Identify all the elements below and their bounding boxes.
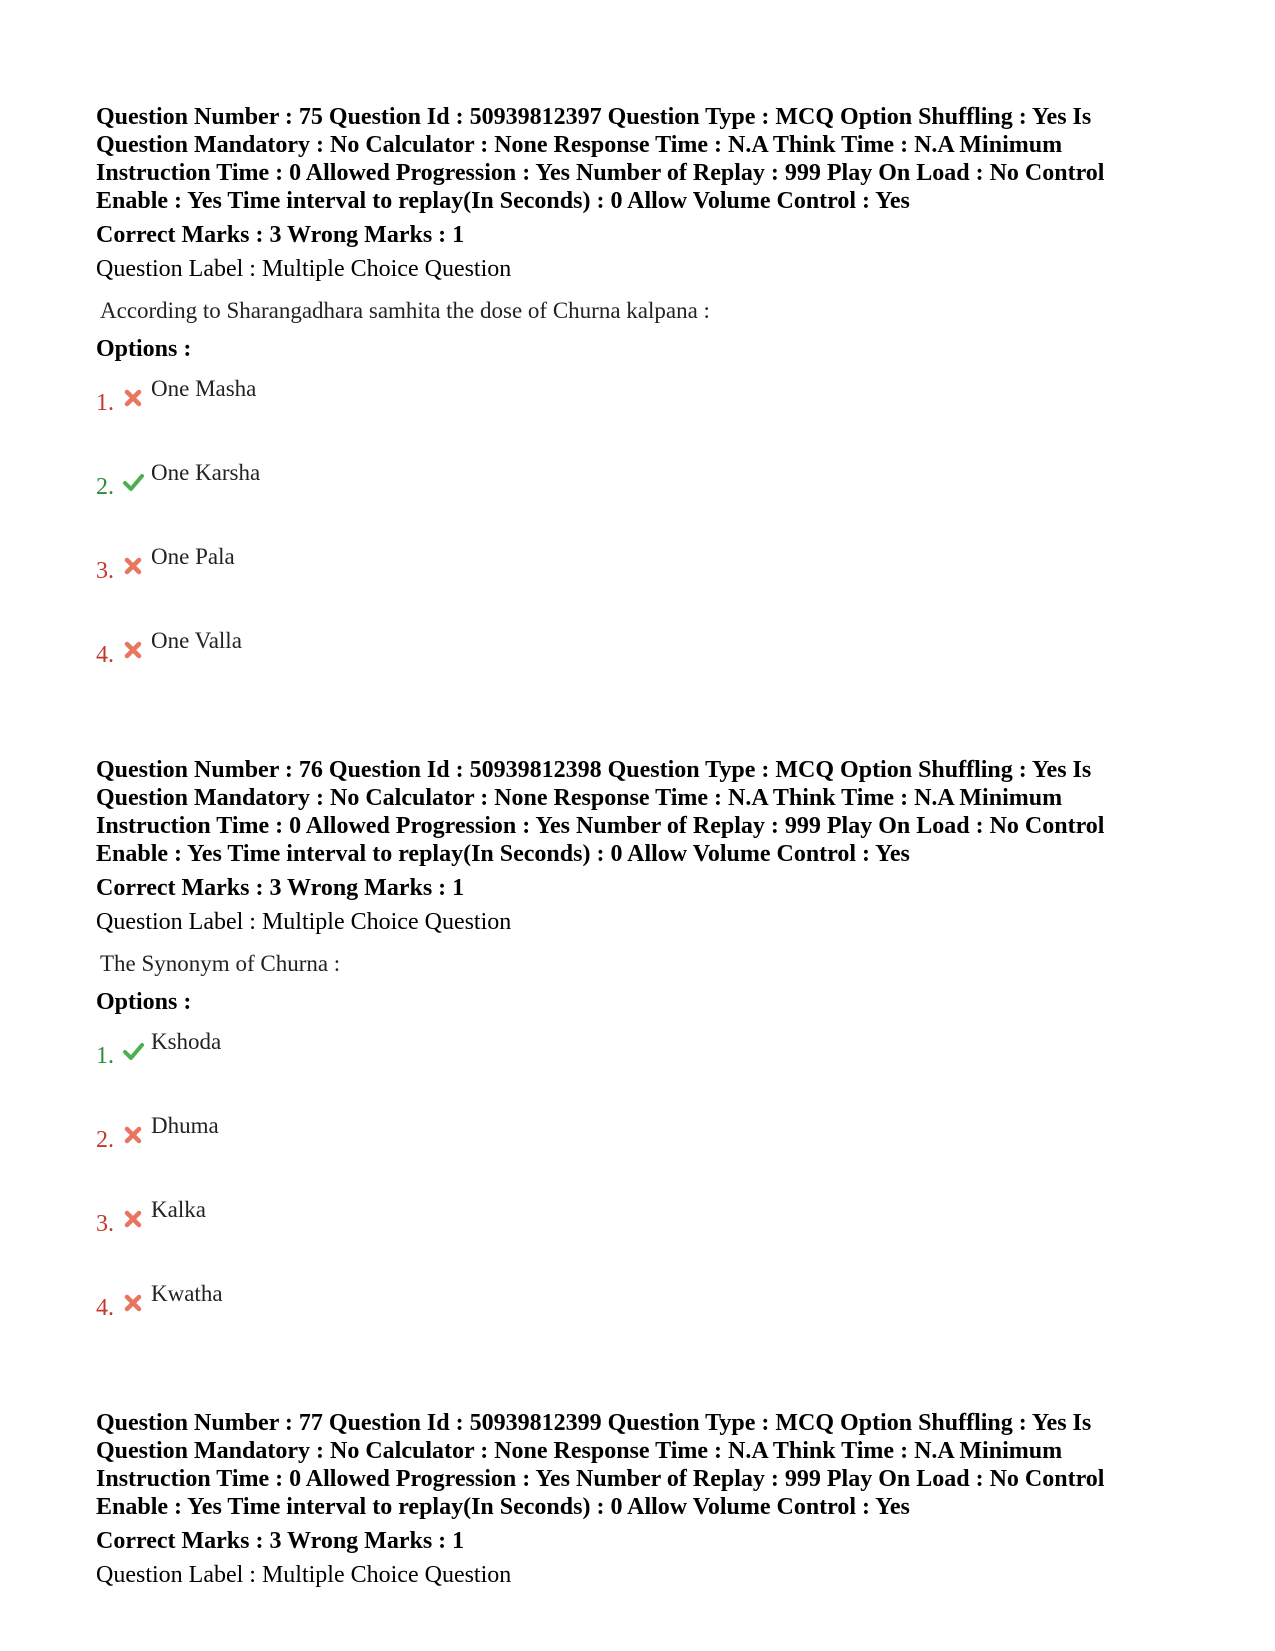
option-text: Kwatha — [151, 1281, 223, 1306]
question-label: Question Label : Multiple Choice Question — [96, 256, 512, 282]
cross-icon — [122, 1292, 144, 1314]
option-number: 4. — [96, 1295, 114, 1321]
option-item — [96, 1272, 1196, 1356]
option-number: 3. — [96, 558, 114, 584]
question-label: Question Label : Multiple Choice Question — [96, 1562, 512, 1588]
option-text: Kalka — [151, 1197, 206, 1222]
question-label: Question Label : Multiple Choice Question — [96, 909, 512, 935]
options-list — [96, 1020, 1196, 1356]
option-item — [96, 619, 1196, 703]
question-marks: Correct Marks : 3 Wrong Marks : 1 — [96, 875, 465, 901]
options-list — [96, 367, 1196, 703]
check-icon — [122, 1040, 144, 1062]
cross-icon — [122, 555, 144, 577]
option-number: 2. — [96, 1127, 114, 1153]
option-item — [96, 451, 1196, 535]
options-heading: Options : — [96, 989, 192, 1015]
option-text: Kshoda — [151, 1029, 222, 1054]
cross-icon — [122, 1124, 144, 1146]
option-number: 4. — [96, 642, 114, 668]
question-block-75 — [96, 103, 1196, 703]
question-text: The Synonym of Churna : — [100, 951, 341, 976]
option-item — [96, 1020, 1196, 1104]
option-text: One Karsha — [151, 460, 261, 485]
option-text: One Valla — [151, 628, 242, 653]
question-marks: Correct Marks : 3 Wrong Marks : 1 — [96, 222, 465, 248]
option-number: 1. — [96, 1043, 114, 1069]
question-marks: Correct Marks : 3 Wrong Marks : 1 — [96, 1528, 465, 1554]
option-number: 1. — [96, 390, 114, 416]
check-icon — [122, 471, 144, 493]
cross-icon — [122, 639, 144, 661]
cross-icon — [122, 1208, 144, 1230]
option-number: 3. — [96, 1211, 114, 1237]
option-item — [96, 1188, 1196, 1272]
options-heading: Options : — [96, 336, 192, 362]
option-item — [96, 535, 1196, 619]
question-meta: Question Number : 75 Question Id : 50939812397 Question Type : MCQ Option Shuffling : Yes Is Question Mandatory : No Calculator : None Response Time : N.A Think Time : N.A Minimum Instruction Time : 0 Allowed Progression : Yes Number of Replay : 999 Play On Load : No Control Enable : Yes Time interval to replay(In Seconds) : 0 Allow Volume Control : Yes — [96, 104, 1105, 214]
question-block-76 — [96, 756, 1196, 1356]
question-text: According to Sharangadhara samhita the dose of Churna kalpana : — [100, 298, 710, 323]
option-number: 2. — [96, 474, 114, 500]
question-meta: Question Number : 76 Question Id : 50939812398 Question Type : MCQ Option Shuffling : Yes Is Question Mandatory : No Calculator : None Response Time : N.A Think Time : N.A Minimum Instruction Time : 0 Allowed Progression : Yes Number of Replay : 999 Play On Load : No Control Enable : Yes Time interval to replay(In Seconds) : 0 Allow Volume Control : Yes — [96, 757, 1105, 867]
option-text: One Masha — [151, 376, 257, 401]
cross-icon — [122, 387, 144, 409]
option-item — [96, 367, 1196, 451]
question-block-77 — [96, 1409, 1196, 1589]
option-item — [96, 1104, 1196, 1188]
question-meta: Question Number : 77 Question Id : 50939812399 Question Type : MCQ Option Shuffling : Yes Is Question Mandatory : No Calculator : None Response Time : N.A Think Time : N.A Minimum Instruction Time : 0 Allowed Progression : Yes Number of Replay : 999 Play On Load : No Control Enable : Yes Time interval to replay(In Seconds) : 0 Allow Volume Control : Yes — [96, 1410, 1105, 1520]
option-text: Dhuma — [151, 1113, 219, 1138]
option-text: One Pala — [151, 544, 235, 569]
